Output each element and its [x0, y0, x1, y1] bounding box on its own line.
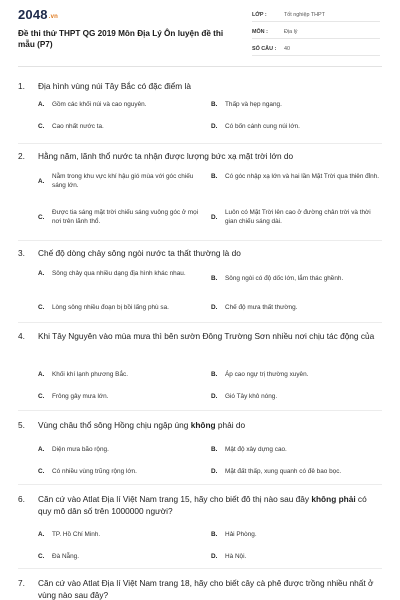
- option-b[interactable]: [211, 100, 381, 109]
- question-7: [18, 577, 382, 600]
- meta-key: SỐ CÂU :: [252, 45, 277, 52]
- option-d[interactable]: [211, 303, 381, 312]
- option-letter: D.: [211, 468, 218, 475]
- option-text: Gió Tây khô nóng.: [225, 393, 278, 400]
- stem-part: Căn cứ vào Atlat Địa lí Việt Nam trang 15, hãy cho biết đô thị nào sau đây: [38, 494, 312, 504]
- meta-key: LỚP :: [252, 11, 267, 18]
- question-text: Chế độ dòng chảy sông ngòi nước ta thất thường là do: [38, 248, 241, 258]
- question-text: Căn cứ vào Atlat Địa lí Việt Nam trang 18, hãy cho biết cây cà phê được trồng nhiều nhất ở vùng nào sau đây?: [38, 578, 374, 600]
- question-4: [18, 330, 382, 342]
- question-number: 4.: [18, 331, 25, 341]
- option-text: Có nhiều vùng trũng rộng lớn.: [52, 468, 137, 475]
- question-divider: [18, 322, 382, 323]
- question-number: 2.: [18, 151, 25, 161]
- option-c[interactable]: [38, 467, 208, 476]
- stem-part: Vùng châu thổ sông Hồng chịu ngập úng: [38, 420, 191, 430]
- option-d[interactable]: [211, 552, 381, 561]
- option-b[interactable]: [211, 445, 381, 454]
- document-title: Đề thi thử THPT QG 2019 Môn Địa Lý Ôn luyện đề thi mẫu (P7): [18, 29, 224, 49]
- logo-suffix: .vn: [48, 14, 59, 20]
- option-d[interactable]: [211, 392, 381, 401]
- question-divider: [18, 410, 382, 411]
- option-b[interactable]: [211, 172, 381, 181]
- option-letter: A.: [38, 270, 45, 277]
- question-text: Khi Tây Nguyên vào mùa mưa thì bên sườn Đông Trường Sơn nhiều nơi chịu tác động của: [38, 331, 375, 341]
- stem-emphasis: không: [190, 420, 216, 430]
- question-stem: [18, 419, 382, 431]
- option-letter: D.: [211, 304, 218, 311]
- option-letter: B.: [211, 173, 218, 180]
- question-divider: [18, 568, 382, 569]
- option-text: TP. Hồ Chí Minh.: [52, 531, 101, 538]
- option-letter: A.: [38, 446, 45, 453]
- option-c[interactable]: [38, 208, 208, 226]
- header-divider: [18, 66, 382, 67]
- question-3: [18, 247, 382, 259]
- option-text: Hải Phòng.: [225, 531, 257, 538]
- option-text: Lòng sông nhiều đoạn bị bồi lấng phù sa.: [52, 304, 169, 311]
- meta-value: 40: [284, 45, 290, 52]
- option-letter: B.: [211, 101, 218, 108]
- meta-value: Tốt nghiệp THPT: [284, 11, 325, 18]
- question-number: 3.: [18, 248, 25, 258]
- option-letter: B.: [211, 531, 218, 538]
- option-text: Được tia sáng mặt trời chiếu sáng vuông góc ở mọi nơi trên lãnh thổ.: [52, 209, 199, 225]
- meta-key: MÔN :: [252, 28, 268, 35]
- option-a[interactable]: [38, 172, 208, 190]
- option-letter: A.: [38, 177, 45, 185]
- question-stem: [18, 247, 382, 259]
- option-text: Diện mưa bão rộng.: [52, 446, 109, 453]
- option-a[interactable]: [38, 370, 208, 379]
- stem-part: có quy mô dân số trên 1000000 người?: [38, 494, 367, 516]
- option-text: Nằm trong khu vực khí hậu gió mùa với góc chiếu sáng lớn.: [52, 173, 194, 189]
- option-text: Gồm các khối núi và cao nguyên.: [52, 101, 147, 108]
- option-text: Thấp và hẹp ngang.: [225, 101, 282, 108]
- option-letter: C.: [38, 553, 45, 560]
- question-text: Địa hình vùng núi Tây Bắc có đặc điểm là: [38, 81, 191, 91]
- option-letter: D.: [211, 553, 218, 560]
- question-text: [38, 493, 382, 517]
- question-divider: [18, 484, 382, 485]
- question-number: 1.: [18, 81, 25, 91]
- option-text: Frông gây mưa lớn.: [52, 393, 109, 400]
- option-letter: B.: [211, 446, 218, 453]
- question-text: Hằng năm, lãnh thổ nước ta nhận được lượng bức xạ mặt trời lớn do: [38, 151, 294, 161]
- option-letter: D.: [211, 213, 218, 221]
- option-letter: B.: [211, 275, 218, 282]
- question-5: [18, 419, 382, 431]
- option-letter: A.: [38, 371, 45, 378]
- meta-row-subject: [252, 25, 380, 39]
- question-text: [38, 419, 382, 431]
- stem-emphasis: không phải: [311, 494, 356, 504]
- option-letter: A.: [38, 101, 45, 108]
- option-letter: D.: [211, 393, 218, 400]
- option-text: Có góc nhập xạ lớn và hai lần Mặt Trời qua thiên đỉnh.: [225, 173, 380, 180]
- option-letter: C.: [38, 304, 45, 311]
- question-2: [18, 150, 382, 162]
- question-stem: [18, 330, 382, 342]
- document-meta: [252, 8, 380, 59]
- option-letter: C.: [38, 123, 45, 130]
- option-text: Sông chảy qua nhiều dạng địa hình khác nhau.: [52, 270, 186, 277]
- question-divider: [18, 240, 382, 241]
- option-c[interactable]: [38, 552, 208, 561]
- option-letter: A.: [38, 531, 45, 538]
- option-d[interactable]: [211, 122, 381, 131]
- option-letter: D.: [211, 123, 218, 130]
- question-stem: [18, 577, 382, 600]
- option-text: Có bốn cánh cung núi lớn.: [225, 123, 300, 130]
- option-letter: C.: [38, 393, 45, 400]
- option-text: Áp cao ngự trị thường xuyên.: [225, 371, 309, 378]
- logo-text: 2048: [18, 7, 48, 22]
- option-text: Khối khí lạnh phương Bắc.: [52, 371, 128, 378]
- option-text: Mật độ xây dựng cao.: [225, 446, 287, 453]
- stem-part: phải do: [215, 420, 246, 430]
- option-a[interactable]: [38, 445, 208, 454]
- option-text: Đà Nẵng.: [52, 553, 79, 560]
- question-number: 7.: [18, 578, 25, 588]
- option-a[interactable]: [38, 530, 208, 539]
- option-c[interactable]: [38, 392, 208, 401]
- meta-row-class: [252, 8, 380, 22]
- question-divider: [18, 143, 382, 144]
- question-number: 6.: [18, 494, 25, 504]
- option-a[interactable]: [38, 100, 198, 109]
- option-text: Luôn có Mặt Trời lên cao ở đường chân trời và thời gian chiếu sáng dài.: [225, 209, 371, 225]
- question-6: [18, 493, 382, 517]
- option-text: Chế độ mưa thất thường.: [225, 304, 298, 311]
- question-1: [18, 80, 382, 92]
- option-c[interactable]: [38, 303, 208, 312]
- option-text: Sông ngòi có độ dốc lớn, lắm thác ghềnh.: [225, 275, 344, 282]
- question-number: 5.: [18, 420, 25, 430]
- meta-row-count: [252, 42, 380, 56]
- option-b[interactable]: [211, 274, 381, 283]
- option-b[interactable]: [211, 530, 381, 539]
- option-text: Cao nhất nước ta.: [52, 123, 104, 130]
- question-stem: [18, 493, 382, 517]
- option-text: Mặt đất thấp, xung quanh có đê bao bọc.: [225, 468, 342, 475]
- meta-value: Địa lý: [284, 28, 298, 35]
- option-c[interactable]: [38, 122, 198, 131]
- option-letter: C.: [38, 213, 45, 221]
- option-a[interactable]: [38, 269, 208, 278]
- question-stem: [18, 150, 382, 162]
- option-text: Hà Nội.: [225, 553, 247, 560]
- option-d[interactable]: [211, 467, 381, 476]
- option-letter: B.: [211, 371, 218, 378]
- question-stem: [18, 80, 382, 92]
- option-b[interactable]: [211, 370, 381, 379]
- option-d[interactable]: [211, 208, 381, 226]
- site-logo[interactable]: [18, 7, 58, 22]
- option-letter: C.: [38, 468, 45, 475]
- document-header: [0, 0, 400, 64]
